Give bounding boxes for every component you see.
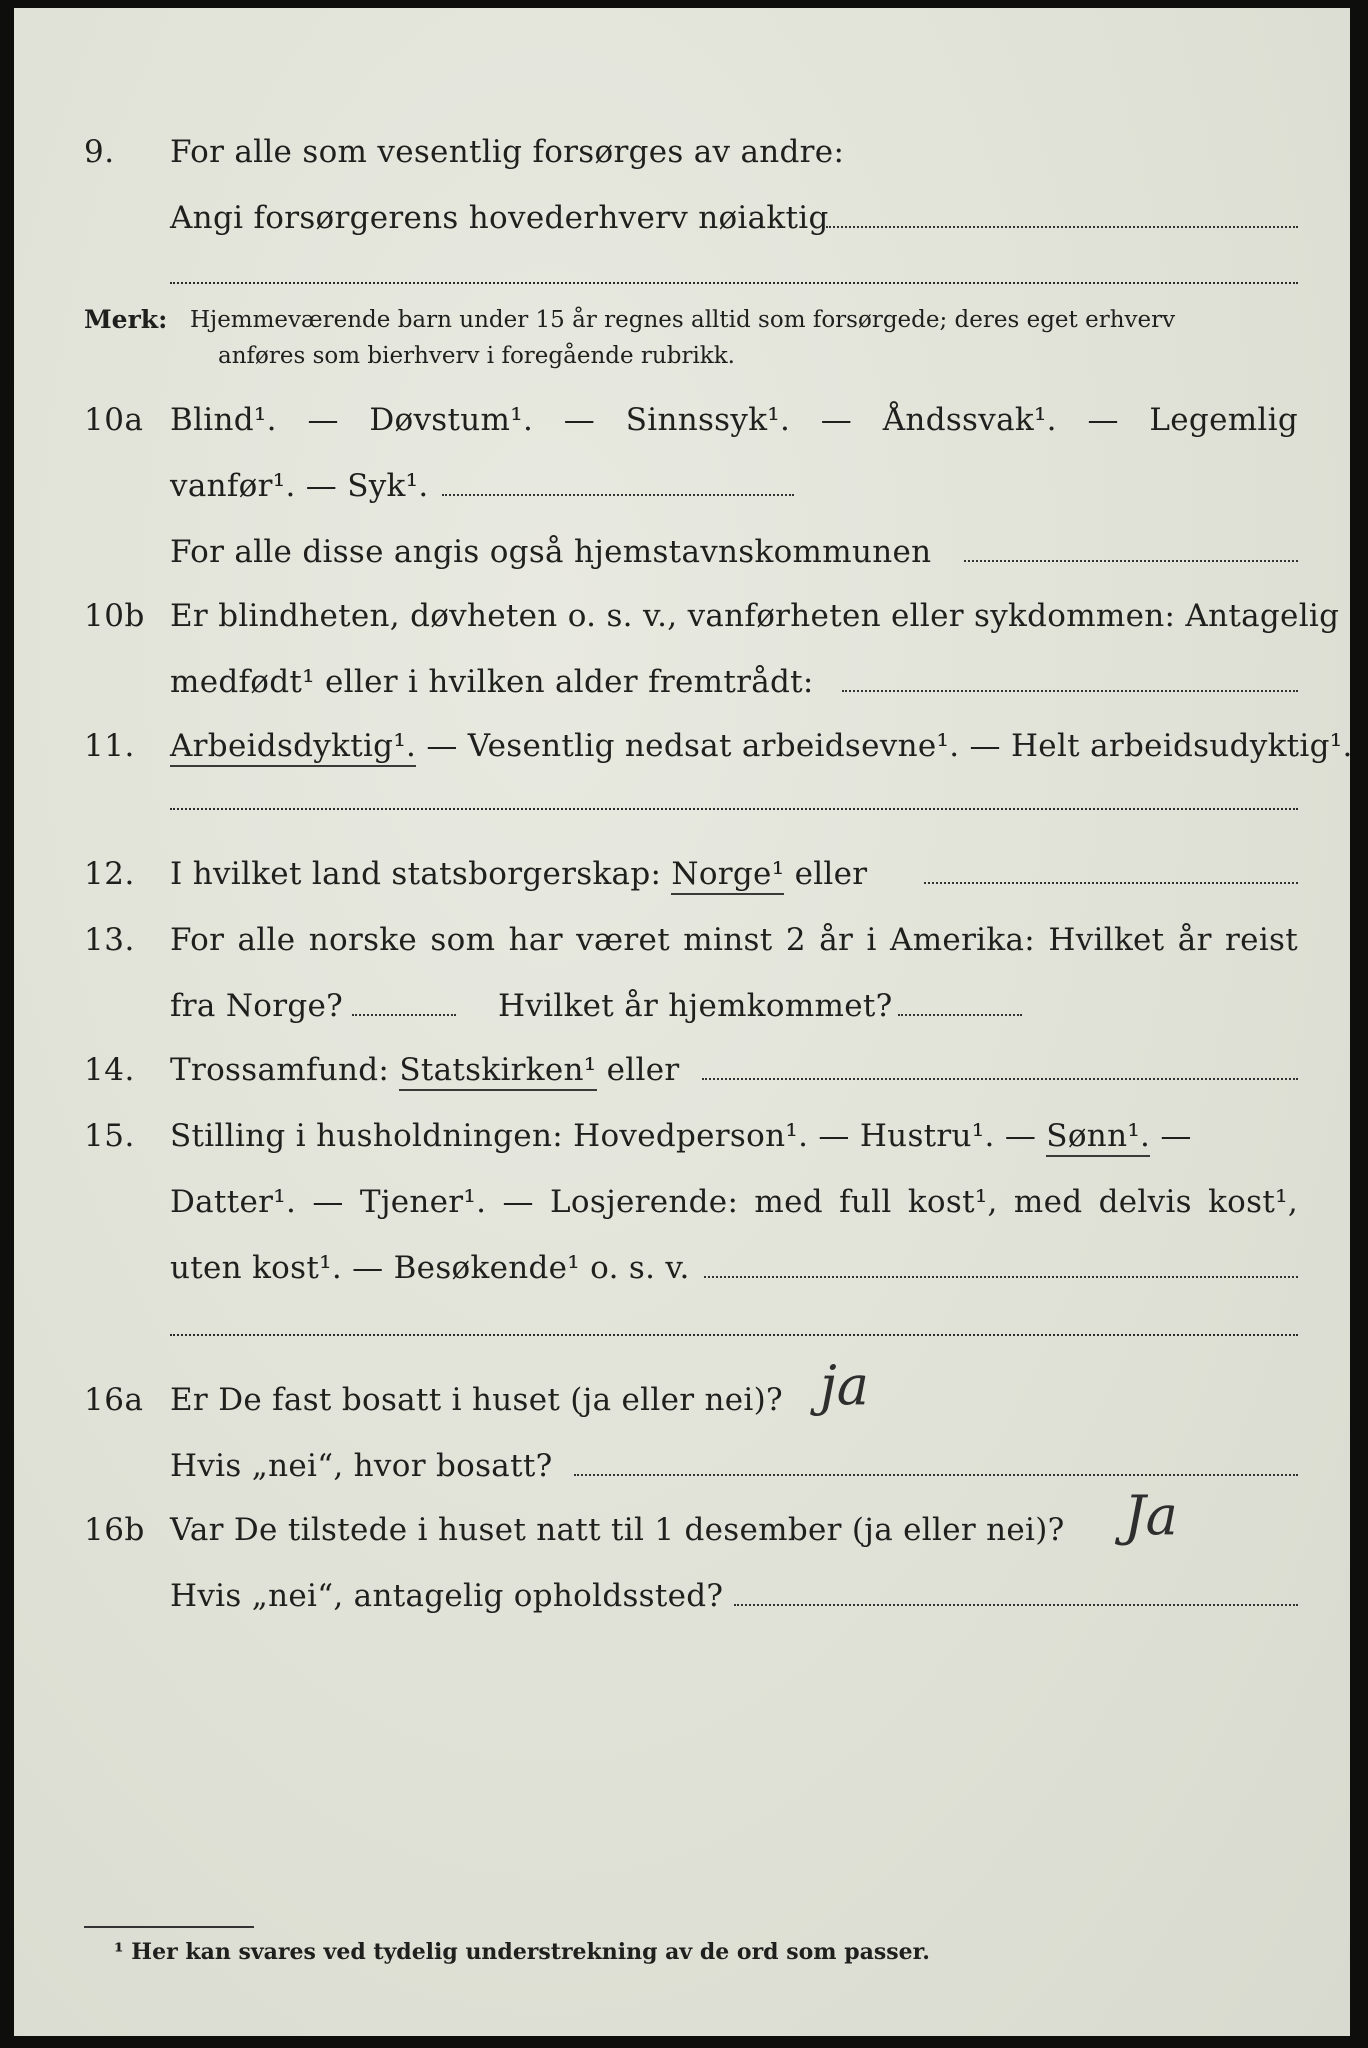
q9-row-2	[14, 190, 1350, 246]
q14-row	[14, 1042, 1350, 1098]
q15-answer-line[interactable]	[704, 1276, 1298, 1278]
q14-text-pre: Trossamfund:	[170, 1052, 400, 1088]
q15-row-3	[14, 1240, 1350, 1296]
q10b-answer-line[interactable]	[842, 690, 1298, 692]
footnote-separator	[84, 1926, 254, 1928]
q12-text-post: eller	[784, 856, 868, 892]
q10a-hjemstavn-line[interactable]	[964, 560, 1298, 562]
q13-text-part2: Hvilket år hjemkommet?	[498, 988, 893, 1024]
q10b-row-2	[14, 654, 1350, 710]
q13-text-part1: fra Norge?	[170, 988, 344, 1024]
q12-number: 12.	[84, 856, 135, 892]
merk-label: Merk:	[84, 305, 168, 334]
q14-option-statskirken[interactable]: Statskirken¹	[399, 1052, 596, 1091]
q12-answer-line[interactable]	[924, 882, 1298, 884]
q15-text-post: —	[1150, 1118, 1192, 1154]
q13-hjemkommet-line[interactable]	[898, 1014, 1022, 1016]
q14-answer-line[interactable]	[702, 1078, 1298, 1080]
q16a-bosatt-line[interactable]	[574, 1474, 1298, 1476]
q9-number: 9.	[84, 134, 115, 170]
q10a-text-line2: vanfør¹. — Syk¹.	[170, 468, 429, 504]
q15-text-pre: Stilling i husholdningen: Hovedperson¹. — Hustru¹. —	[170, 1118, 1047, 1154]
q16a-text-line1: Er De fast bosatt i huset (ja eller nei)?	[170, 1382, 783, 1418]
q15-number: 15.	[84, 1118, 135, 1154]
q10b-text-line1: Er blindheten, døvheten o. s. v., vanførheten eller sykdommen: Antagelig	[170, 598, 1340, 634]
q12-text	[170, 846, 867, 902]
q9-answer-line-2[interactable]	[170, 282, 1298, 284]
q15-row-2	[14, 1174, 1350, 1230]
q15-option-sonn[interactable]: Sønn¹.	[1046, 1118, 1150, 1157]
q10a-row-3	[14, 524, 1350, 580]
q10a-answer-line[interactable]	[442, 494, 794, 496]
q10a-text-line3: For alle disse angis også hjemstavnskommunen	[170, 534, 932, 570]
q16b-handwritten-answer[interactable]: Ja	[1124, 1484, 1178, 1547]
census-form-page	[14, 8, 1353, 2036]
footnote-text: ¹ Her kan svares ved tydelig understrekning av de ord som passer.	[114, 1939, 930, 1965]
q16b-row-2	[14, 1568, 1350, 1624]
q15-text-line2: Datter¹. — Tjener¹. — Losjerende: med full kost¹, med delvis kost¹,	[170, 1184, 1298, 1220]
q11-number: 11.	[84, 728, 135, 764]
q16a-row-1	[14, 1372, 1350, 1428]
q15-text-line3: uten kost¹. — Besøkende¹ o. s. v.	[170, 1250, 690, 1286]
merk-text-line2: anføres som bierhverv i foregående rubrikk.	[218, 343, 735, 369]
q10b-number: 10b	[84, 598, 145, 634]
q13-number: 13.	[84, 922, 135, 958]
q15-row-1	[14, 1108, 1350, 1164]
q13-row-2	[14, 978, 1350, 1034]
q11-answer-line[interactable]	[170, 808, 1298, 810]
q12-option-norge[interactable]: Norge¹	[671, 856, 784, 895]
q10a-row-1	[14, 392, 1350, 448]
q16a-text-line2: Hvis „nei“, hvor bosatt?	[170, 1448, 553, 1484]
q14-text-post: eller	[596, 1052, 680, 1088]
q14-text	[170, 1042, 680, 1098]
q15-text-line1	[170, 1108, 1298, 1164]
q10a-number: 10a	[84, 402, 144, 438]
q11-text-rest: — Vesentlig nedsat arbeidsevne¹. — Helt arbeidsudyktig¹.	[416, 728, 1353, 764]
q9-text-line2: Angi forsørgerens hovederhverv nøiaktig	[170, 200, 829, 236]
q9-answer-line[interactable]	[826, 226, 1298, 228]
q10a-row-2	[14, 458, 1350, 514]
q10b-row-1	[14, 588, 1350, 644]
q10b-text-line2: medfødt¹ eller i hvilken alder fremtrådt:	[170, 664, 814, 700]
q11-option-arbeidsdyktig[interactable]: Arbeidsdyktig¹.	[170, 728, 416, 767]
q13-reist-line[interactable]	[352, 1014, 456, 1016]
q10a-text-line1: Blind¹. — Døvstum¹. — Sinnssyk¹. — Åndssvak¹. — Legemlig	[170, 402, 1298, 438]
q12-text-pre: I hvilket land statsborgerskap:	[170, 856, 672, 892]
q13-row-1	[14, 912, 1350, 968]
q13-text-line1: For alle norske som har været minst 2 år i Amerika: Hvilket år reist	[170, 922, 1298, 958]
q16b-number: 16b	[84, 1512, 145, 1548]
q16b-opholdssted-line[interactable]	[734, 1604, 1298, 1606]
q12-row	[14, 846, 1350, 902]
q11-row	[14, 718, 1353, 774]
q11-text	[170, 718, 1353, 774]
q16a-number: 16a	[84, 1382, 144, 1418]
q15-answer-line-2[interactable]	[170, 1334, 1298, 1336]
q16b-text-line1: Var De tilstede i huset natt til 1 desember (ja eller nei)?	[170, 1512, 1065, 1548]
merk-text-line1: Hjemmeværende barn under 15 år regnes alltid som forsørgede; deres eget erhverv	[190, 307, 1176, 333]
q9-text-line1: For alle som vesentlig forsørges av andre:	[170, 134, 845, 170]
q16a-handwritten-answer[interactable]: ja	[820, 1354, 869, 1417]
q14-number: 14.	[84, 1052, 135, 1088]
q9-row-1	[14, 124, 1350, 180]
q16b-text-line2: Hvis „nei“, antagelig opholdssted?	[170, 1578, 724, 1614]
